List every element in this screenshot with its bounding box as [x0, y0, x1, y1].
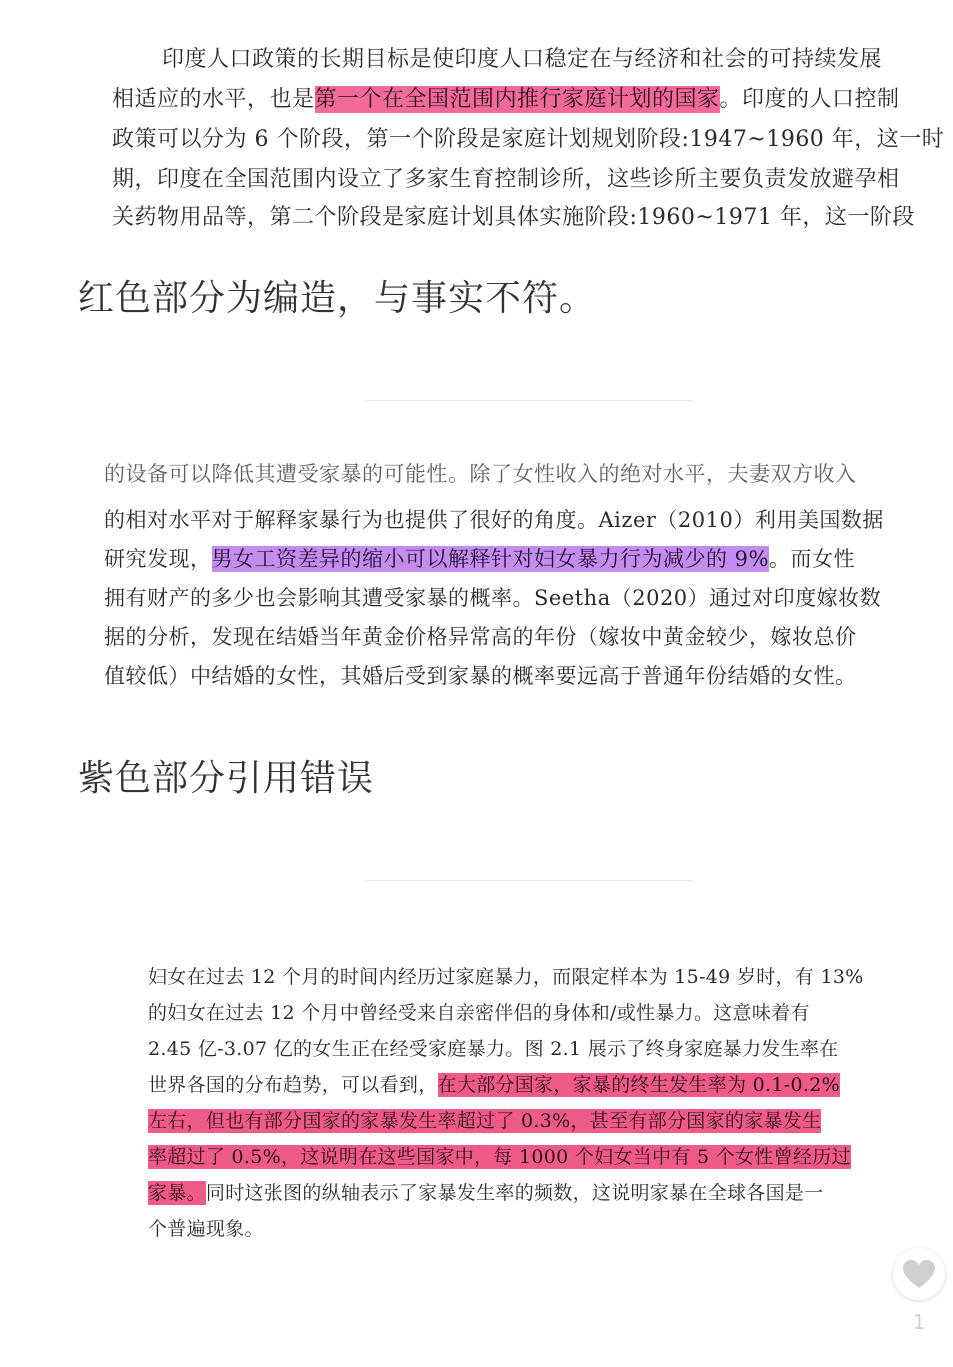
excerpt-line: [148, 1142, 851, 1169]
like-count: 1: [912, 1310, 926, 1334]
line-text: 世界各国的分布趋势，可以看到，: [148, 1074, 438, 1096]
excerpt-line: 关药物用品等，第二个阶段是家庭计划具体实施阶段:1960~1971 年，这一阶段: [112, 205, 915, 230]
excerpt-line: 个普遍现象。: [148, 1218, 264, 1240]
excerpt-line: 印度人口政策的长期目标是使印度人口稳定在与经济和社会的可持续发展: [162, 47, 883, 72]
excerpt-line: 期，印度在全国范围内设立了多家生育控制诊所，这些诊所主要负责发放避孕相: [112, 167, 900, 192]
pink-highlight: 左右，但也有部分国家的家暴发生率超过了 0.3%，甚至有部分国家的家暴发生: [148, 1110, 822, 1132]
line-text: 。而女性: [769, 547, 855, 571]
excerpt-line: 的妇女在过去 12 个月中曾经受来自亲密伴侣的身体和/或性暴力。这意味着有: [148, 1002, 810, 1024]
excerpt-line: 政策可以分为 6 个阶段，第一个阶段是家庭计划规划阶段:1947~1960 年，这一时: [112, 127, 945, 152]
line-text: 。印度的人口控制: [719, 87, 900, 112]
excerpt-line: [148, 1106, 821, 1133]
excerpt-line: [148, 1070, 840, 1097]
line-text: 同时这张图的纵轴表示了家暴发生率的频数，这说明家暴在全球各国是一: [205, 1182, 824, 1204]
excerpt-domestic-violence-income: [104, 462, 924, 696]
excerpt-line: 据的分析，发现在结婚当年黄金价格异常高的年份（嫁妆中黄金较少，嫁妆总价: [104, 625, 857, 649]
excerpt-line: 的相对水平对于解释家暴行为也提供了很好的角度。Aizer（2010）利用美国数据: [104, 508, 884, 532]
excerpt-line: 2.45 亿-3.07 亿的女生正在经受家庭暴力。图 2.1 展示了终身家庭暴力发生率在: [148, 1038, 839, 1060]
excerpt-line: 值较低）中结婚的女性，其婚后受到家暴的概率要远高于普通年份结婚的女性。: [104, 664, 857, 688]
excerpt-line: [104, 543, 855, 573]
purple-highlight-miscited: 男女工资差异的缩小可以解释针对妇女暴力行为减少的 9%: [211, 547, 769, 571]
pink-highlight: 率超过了 0.5%，这说明在这些国家中，每 1000 个妇女当中有 5 个女性曾经历过: [148, 1146, 851, 1168]
excerpt-line: [148, 1178, 824, 1205]
excerpt-violence-prevalence: [148, 956, 908, 1246]
caption-red-fabricated: 红色部分为编造，与事实不符。: [78, 278, 597, 319]
pink-highlight: 家暴。: [148, 1182, 206, 1204]
caption-purple-miscited: 紫色部分引用错误: [78, 758, 375, 799]
line-text: 相适应的水平，也是: [112, 87, 315, 112]
divider: [366, 400, 692, 401]
heart-icon: [902, 1259, 936, 1289]
like-button[interactable]: [893, 1248, 945, 1300]
divider: [366, 880, 692, 881]
excerpt-line: 拥有财产的多少也会影响其遭受家暴的概率。Seetha（2020）通过对印度嫁妆数: [104, 586, 882, 610]
excerpt-line: 的设备可以降低其遭受家暴的可能性。除了女性收入的绝对水平，夫妻双方收入: [104, 462, 857, 486]
excerpt-population-policy: [112, 36, 945, 230]
pink-highlight: 在大部分国家，家暴的终生发生率为 0.1-0.2%: [437, 1074, 840, 1096]
excerpt-line: 妇女在过去 12 个月的时间内经历过家庭暴力，而限定样本为 15-49 岁时，有 13%: [148, 966, 864, 988]
red-highlight-fabricated: 第一个在全国范围内推行家庭计划的国家: [314, 87, 720, 112]
line-text: 研究发现，: [104, 547, 212, 571]
excerpt-line: [112, 82, 900, 113]
